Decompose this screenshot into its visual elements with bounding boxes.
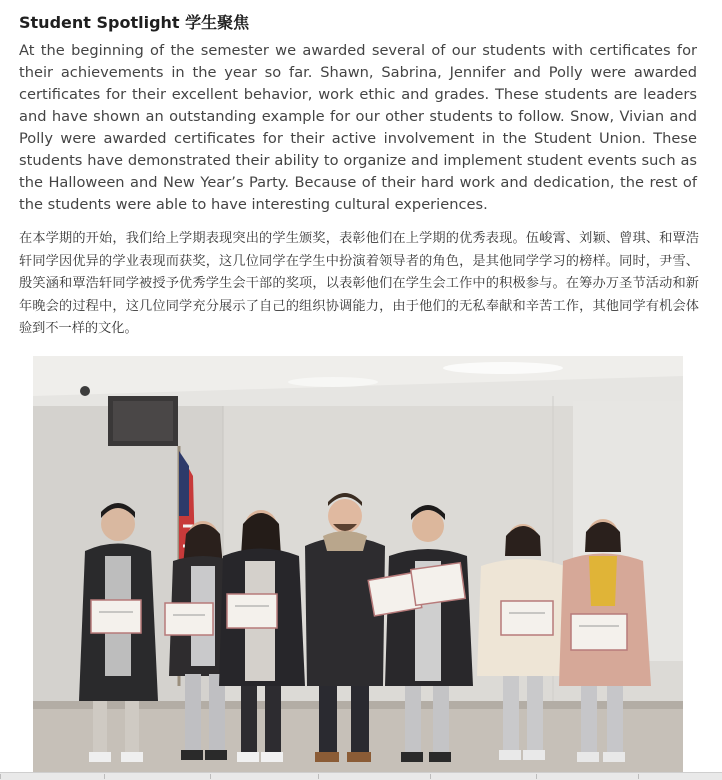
strip-segment <box>536 774 637 779</box>
group-photo-illustration <box>33 356 683 772</box>
strip-segment <box>430 774 535 779</box>
article-heading: Student Spotlight 学生聚焦 <box>19 13 250 32</box>
strip-segment <box>318 774 429 779</box>
strip-segment <box>104 774 209 779</box>
strip-segment <box>638 774 722 779</box>
group-photo <box>33 356 683 772</box>
article-paragraph-english: At the beginning of the semester we awarded several of our students with certificates for their achievements in the year so far. Shawn, Sabrina, Jennifer and Polly were awarded certificates for their excellent behavior, work ethic and grades. These students are leaders and have shown an outstanding example for our other students to follow. Snow, Vivian and Polly were awarded certificates for their active involvement in the Student Union. These students have demonstrated their ability to organize and implement student events such as the Halloween and New Year’s Party. Because of their hard work and dedication, the rest of the students were able to have interesting cultural experiences. <box>19 42 697 213</box>
strip-segment <box>210 774 317 779</box>
strip-segment <box>0 774 103 779</box>
article-paragraph-chinese: 在本学期的开始，我们给上学期表现突出的学生颁奖，表彰他们在上学期的优秀表现。伍峻霄、刘颖、曾琪、和覃浩轩同学因优异的学业表现而获奖，这几位同学在学生中扮演着领导者的角色，是其他同学学习的榜样。同时，尹雪、殷笑涵和覃浩轩同学被授予优秀学生会干部的奖项，以表彰他们在学生会工作中的积极参与。在筹办万圣节活动和新年晚会的过程中，这几位同学充分展示了自己的组织协调能力，由于他们的无私奉献和辛苦工作，其他同学有机会体验到不一样的文化。 <box>19 231 699 336</box>
